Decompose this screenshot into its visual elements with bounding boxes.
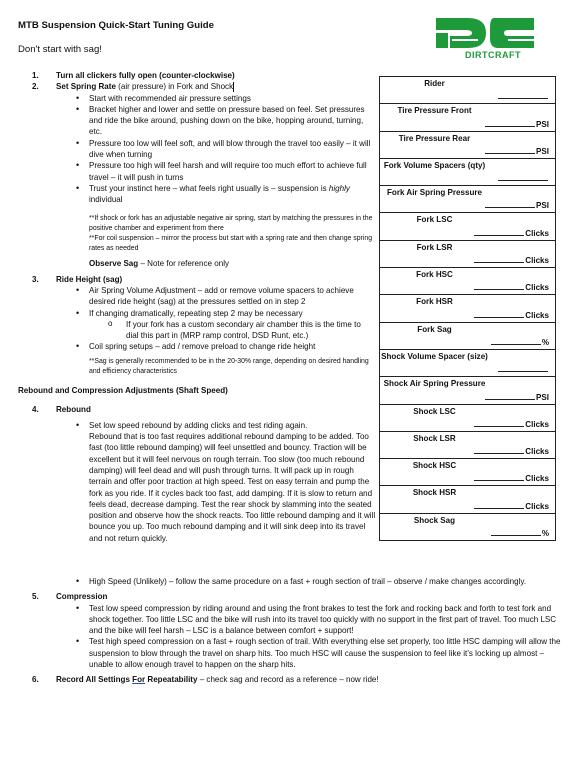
settings-unit: Clicks — [525, 256, 549, 266]
step-number: 2. — [32, 82, 39, 92]
entry-underline — [485, 145, 535, 154]
list-item: • Air Spring Volume Adjustment – add or remove volume spacers to achieve desired ride height (sag) at the pressures settled on in step 2 — [18, 285, 373, 308]
list-item: • Pressure too high will feel harsh and will require too much effort to achieve full travel – it will push in turns — [18, 160, 373, 183]
settings-value-blank — [474, 309, 549, 320]
settings-value-blank — [474, 227, 549, 238]
settings-label: Shock LSR — [413, 433, 456, 443]
list-item: • Pressure too low will feel soft, and will blow through the travel too easily – it will dive when turning — [18, 138, 373, 161]
settings-value-blank — [485, 145, 549, 156]
settings-label: Fork HSC — [416, 270, 453, 280]
step-2-heading: Set Spring Rate — [56, 82, 116, 92]
entry-underline — [474, 281, 524, 290]
note-sag-range: **Sag is generally recommended to be in the 20-30% range, depending on desired handling and efficiency characteristics — [89, 357, 369, 375]
text-cursor — [233, 82, 234, 92]
settings-label: Shock HSC — [412, 461, 457, 471]
tuning-instructions — [18, 70, 376, 544]
settings-cell[interactable] — [380, 186, 556, 213]
step-number: 4. — [32, 405, 39, 415]
logo-wordmark: DIRTCRAFT — [465, 50, 521, 60]
table-row — [380, 322, 556, 349]
settings-value-blank — [474, 281, 549, 292]
entry-underline — [485, 391, 535, 400]
table-row — [380, 240, 556, 267]
settings-cell[interactable] — [380, 431, 556, 458]
settings-cell[interactable] — [380, 377, 556, 404]
settings-label: Shock Sag — [413, 515, 456, 525]
settings-value-blank — [485, 391, 549, 402]
table-row — [380, 158, 556, 185]
observe-sag — [18, 258, 373, 269]
entry-underline — [485, 118, 535, 127]
observe-sag-heading: Observe Sag — [89, 259, 139, 269]
emphasis-text: highly — [328, 183, 350, 193]
settings-label: Fork LSC — [416, 215, 453, 225]
document-subtitle: Don't start with sag! — [18, 44, 102, 55]
entry-underline — [474, 445, 524, 454]
table-row — [380, 404, 556, 431]
note-coil: **For coil suspension – mirror the process but start with a spring rate and then change spring rates as needed — [89, 234, 373, 253]
document-title: MTB Suspension Quick-Start Tuning Guide — [18, 20, 214, 31]
step-4-text: Rebound — [56, 405, 91, 415]
list-item: • Set low speed rebound by adding clicks and test riding again. — [18, 420, 373, 431]
dirtcraft-logo-icon — [430, 12, 556, 60]
entry-underline — [474, 309, 524, 318]
entry-underline — [491, 527, 541, 536]
list-item-text: individual — [89, 195, 123, 205]
settings-cell[interactable] — [380, 459, 556, 486]
step-number: 3. — [32, 274, 39, 284]
table-row — [380, 459, 556, 486]
settings-value-blank — [474, 445, 549, 456]
entry-underline — [498, 363, 548, 372]
settings-cell[interactable] — [380, 131, 556, 158]
step-4 — [18, 404, 373, 415]
settings-unit: PSI — [536, 146, 549, 156]
settings-label: Fork Volume Spacers (qty) — [383, 160, 486, 170]
settings-label: Rider — [424, 79, 445, 88]
settings-unit: Clicks — [525, 228, 549, 238]
table-row — [380, 268, 556, 295]
rebound-detail-text: Rebound that is too fast requires additional rebound damping to be added. Too fast (too little rebound damping) will feel unsettled and bouncy. Traction will be excellent but it will feel nervous on rough terrain. Too slow (too much rebound damping) will feel dead and will push through turns. It will pack up in rough terrain and offer poor traction at high speed. Test on easy terrain and pump the fork as you ride. If it cycles back too fast, add damping. If it is slow to return and feels dead, decrease damping. Test the rear shock by slamming into the seated position and observe how the shock reacts. Too little rebound damping and it will bounce you up. Too much rebound damping and it will sink deep into its travel and not return quickly. — [89, 432, 376, 543]
settings-value-blank — [498, 90, 549, 101]
settings-unit: % — [541, 529, 549, 539]
entry-underline — [498, 90, 548, 99]
settings-label: Fork Air Spring Pressure — [387, 188, 482, 198]
settings-cell[interactable] — [380, 77, 556, 104]
list-item-text: Trust your instinct here – what feels right usually is – suspension is — [89, 183, 329, 193]
table-row — [380, 77, 556, 104]
entry-underline — [474, 418, 524, 427]
section-heading: Rebound and Compression Adjustments (Shaft Speed) — [18, 386, 228, 396]
step-number: 6. — [32, 675, 39, 685]
observe-sag-text: – Note for reference only — [138, 259, 230, 269]
table-row — [380, 486, 556, 513]
table-row — [380, 377, 556, 404]
list-item: • If changing dramatically, repeating step 2 may be necessary — [18, 308, 373, 319]
list-item: • Test low speed compression by riding around and using the front brakes to test the fork and rocking back and forth to test fork and shock together. Too little LSC and the bike will rush into its travel too quickly with no support in the first part of travel. Too much LSC and the bike will feel harsh – LSC is a balance between comfort + support! — [18, 603, 566, 637]
sub-list-item: o If your fork has a custom secondary air chamber this is the time to dial this part in (MRP ramp control, DSD Runt, etc.) — [18, 319, 373, 342]
dirtcraft-logo — [430, 12, 556, 60]
table-row — [380, 186, 556, 213]
step-number: 5. — [32, 592, 39, 602]
step-6 — [18, 674, 566, 685]
note-negative-air: **If shock or fork has an adjustable negative air spring, start by matching the pressures in the positive chamber and experiment from there — [89, 214, 373, 232]
entry-underline — [485, 199, 535, 208]
settings-cell[interactable] — [380, 240, 556, 267]
table-row — [380, 213, 556, 240]
settings-label: Tire Pressure Rear — [398, 133, 471, 143]
settings-value-blank — [474, 418, 549, 429]
settings-unit: Clicks — [525, 474, 549, 484]
step-1-text: Turn all clickers fully open (counter-clockwise) — [56, 71, 235, 80]
step-6-heading-for: For — [132, 675, 146, 685]
settings-unit: Clicks — [525, 447, 549, 457]
settings-value-blank — [498, 363, 549, 374]
settings-value-blank — [474, 254, 549, 265]
settings-cell[interactable] — [380, 268, 556, 295]
settings-label: Tire Pressure Front — [397, 106, 472, 116]
step-2-detail: (air pressure) in Fork and Shock — [115, 82, 234, 92]
settings-value-blank — [474, 472, 549, 483]
settings-cell[interactable] — [380, 295, 556, 322]
entry-underline — [474, 227, 524, 236]
settings-cell[interactable] — [380, 404, 556, 431]
list-item: • Start with recommended air pressure settings — [18, 93, 373, 104]
table-row — [380, 513, 556, 540]
settings-label: Shock Volume Spacer (size) — [381, 351, 488, 361]
settings-cell[interactable] — [380, 158, 556, 185]
settings-unit: % — [541, 337, 549, 347]
step-2 — [18, 81, 373, 92]
entry-underline — [498, 172, 548, 181]
step-3 — [18, 274, 373, 285]
entry-underline — [474, 472, 524, 481]
settings-value-blank — [498, 172, 549, 183]
step-5 — [18, 591, 566, 602]
settings-cell[interactable] — [380, 322, 556, 349]
step-number: 1. — [32, 71, 39, 80]
table-row — [380, 104, 556, 131]
settings-unit: PSI — [536, 119, 549, 129]
step-1 — [18, 70, 373, 81]
step-6-heading: Record All Settings — [56, 675, 133, 685]
step-6-heading-end: Repeatability — [145, 675, 198, 685]
settings-cell[interactable] — [380, 349, 556, 376]
settings-cell[interactable] — [380, 513, 556, 540]
settings-cell[interactable] — [380, 213, 556, 240]
settings-label: Shock Air Spring Pressure — [383, 379, 486, 389]
settings-unit: PSI — [536, 392, 549, 402]
settings-unit: PSI — [536, 201, 549, 211]
settings-cell[interactable] — [380, 486, 556, 513]
step-3-text: Ride Height (sag) — [56, 274, 123, 284]
settings-cell[interactable] — [380, 104, 556, 131]
list-item: • Test high speed compression on a fast + rough section of trail. With everything else set properly, too little HSC damping will allow the suspension to blow through the travel on sharp hits. Too much HSC will cause the suspension to feel like it’s locking up almost – unable to allow enough travel to happen on the sharp hits. — [18, 636, 566, 670]
settings-unit: Clicks — [525, 283, 549, 293]
entry-underline — [474, 254, 524, 263]
step-5-text: Compression — [56, 592, 108, 602]
settings-record-table — [379, 76, 556, 541]
settings-unit: Clicks — [525, 501, 549, 511]
settings-label: Fork Sag — [417, 324, 452, 334]
settings-value-blank — [485, 118, 549, 129]
list-item: • Bracket higher and lower and settle on pressure based on feel. Set pressures and ride the bike around, pushing down on the bike, hopping around, turning, etc. — [18, 104, 373, 138]
settings-unit: Clicks — [525, 419, 549, 429]
list-item: • High Speed (Unlikely) – follow the same procedure on a fast + rough section of trail – observe / make changes accordingly. — [18, 576, 566, 587]
step-6-detail: – check sag and record as a reference – now ride! — [197, 675, 379, 685]
entry-underline — [474, 500, 524, 509]
table-row — [380, 295, 556, 322]
settings-label: Shock LSC — [413, 406, 456, 416]
table-row — [380, 431, 556, 458]
settings-value-blank — [491, 336, 549, 347]
entry-underline — [491, 336, 541, 345]
settings-value-blank — [491, 527, 549, 538]
table-row — [380, 131, 556, 158]
tuning-instructions-continued — [18, 524, 566, 686]
settings-value-blank — [474, 500, 549, 511]
settings-value-blank — [485, 199, 549, 210]
settings-label: Fork HSR — [416, 297, 453, 307]
settings-unit: Clicks — [525, 310, 549, 320]
table-row — [380, 349, 556, 376]
list-item — [18, 183, 373, 206]
settings-label: Fork LSR — [416, 242, 453, 252]
list-item: • Coil spring setups – add / remove preload to change ride height — [18, 341, 373, 352]
settings-label: Shock HSR — [412, 488, 457, 498]
